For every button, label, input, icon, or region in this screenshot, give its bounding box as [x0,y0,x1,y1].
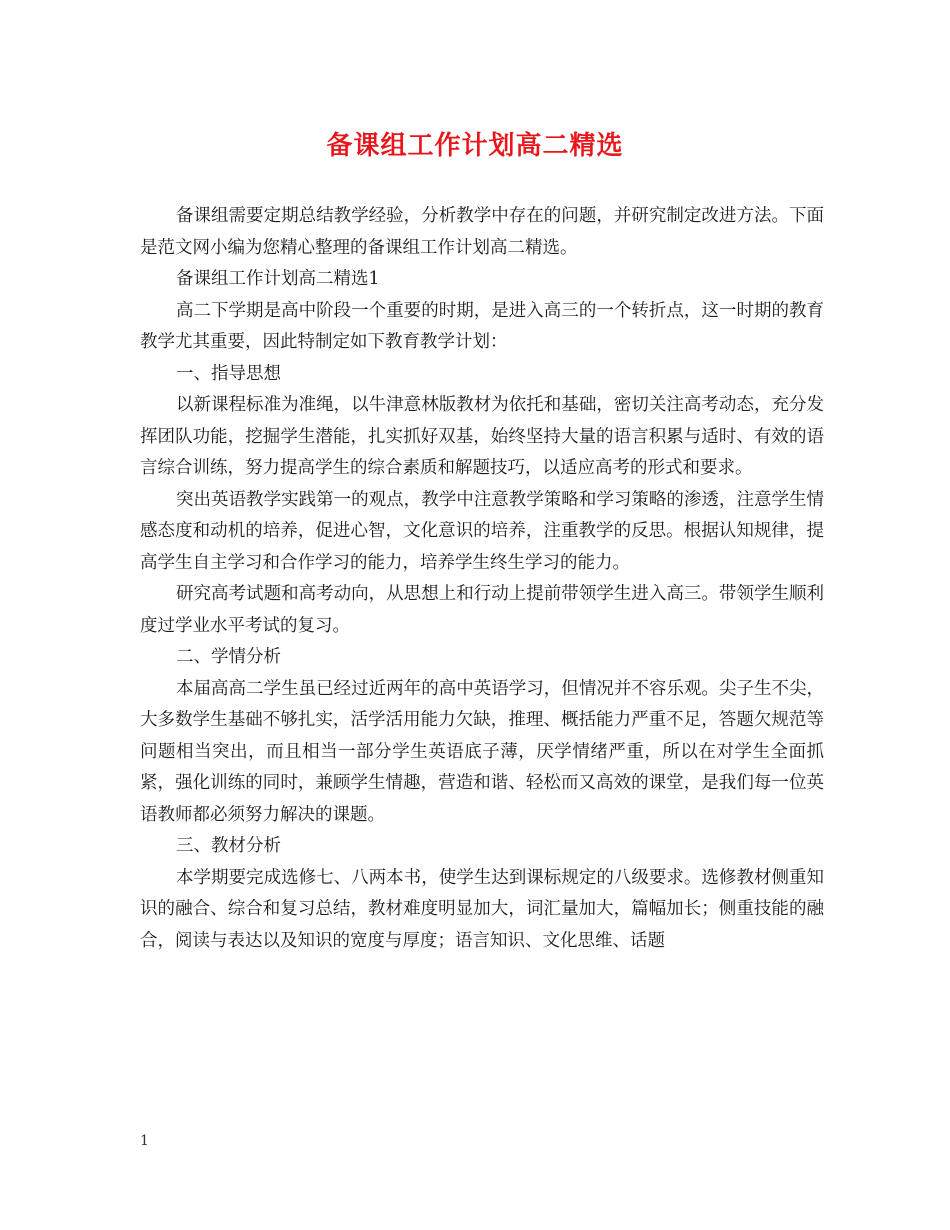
paragraph-textbook-analysis: 本学期要完成选修七、八两本书，使学生达到课标规定的八级要求。选修教材侧重知识的融合、综合和复习总结，教材难度明显加大，词汇量加大，篇幅加长；侧重技能的融合，阅读与表达以及知识的宽度与厚度；语言知识、文化思维、话题 [140,867,824,951]
heading-guiding-thought: 一、指导思想 [176,363,281,384]
section-subtitle: 备课组工作计划高二精选1 [176,269,380,289]
paragraph-overview: 高二下学期是高中阶段一个重要的时期，是进入高三的一个转折点，这一时期的教育教学尤其重要，因此特制定如下教育教学计划： [140,300,824,352]
paragraph-student-analysis: 本届高高二学生虽已经过近两年的高中英语学习，但情况并不容乐观。尖子生不尖，大多数学生基础不够扎实，活学活用能力欠缺，推理、概括能力严重不足，答题欠规范等问题相当突出，而且相当一部分学生英语底子薄，厌学情绪严重，所以在对学生全面抓紧，强化训练的同时，兼顾学生情趣，营造和谐、轻松而又高效的课堂，是我们每一位英语教师都必须努力解决的课题。 [140,678,824,825]
page-title: 备课组工作计划高二精选 [326,131,624,161]
page-number: 1 [140,1133,149,1149]
heading-textbook-analysis: 三、教材分析 [176,836,281,856]
paragraph-teaching-practice: 突出英语教学实践第一的观点，教学中注意教学策略和学习策略的渗透，注意学生情感态度和动机的培养，促进心智，文化意识的培养，注重教学的反思。根据认知规律，提高学生自主学习和合作学习的能力，培养学生终生学习的能力。 [140,489,824,573]
paragraph-intro: 备课组需要定期总结教学经验，分析教学中存在的问题，并研究制定改进方法。下面是范文网小编为您精心整理的备课组工作计划高二精选。 [140,206,824,258]
paragraph-guiding-thought: 以新课程标准为准绳，以牛津意林版教材为依托和基础，密切关注高考动态，充分发挥团队功能，挖掘学生潜能，扎实抓好双基，始终坚持大量的语言积累与适时、有效的语言综合训练，努力提高学生的综合素质和解题技巧，以适应高考的形式和要求。 [140,395,824,478]
document-body [140,201,824,957]
paragraph-exam-research: 研究高考试题和高考动向，从思想上和行动上提前带领学生进入高三。带领学生顺利度过学业水平考试的复习。 [140,584,824,636]
heading-student-analysis: 二、学情分析 [176,647,281,667]
